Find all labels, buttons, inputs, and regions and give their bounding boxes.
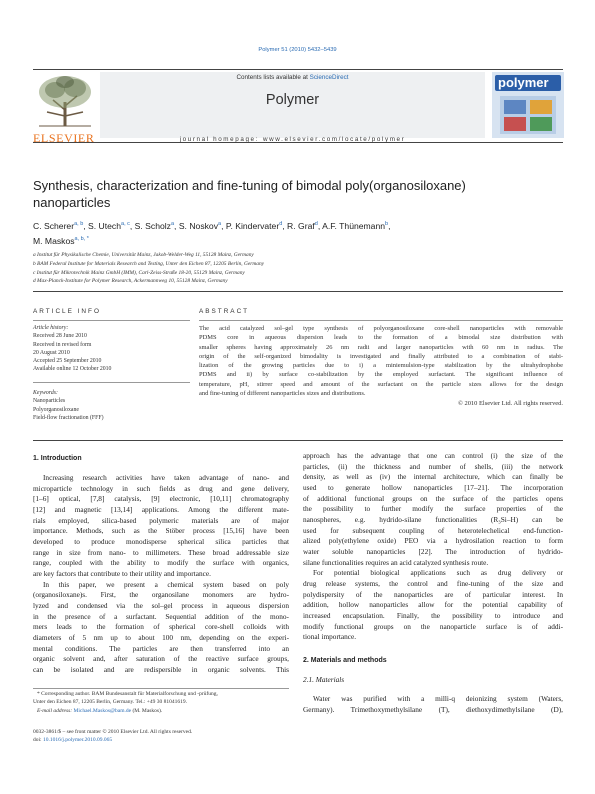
footnote-rule	[33, 688, 289, 689]
author-name: S. Noskov	[178, 220, 218, 231]
keyword-1: Nanoparticles	[33, 398, 66, 405]
email-link[interactable]: Michael.Maskos@bam.de	[73, 707, 132, 714]
abstract-copyright: © 2010 Elsevier Ltd. All rights reserved.	[457, 400, 563, 407]
body-line: tional importance.	[303, 632, 357, 642]
intro-line: diameters of 5 nm up to about 100 nm, depending on the experi-	[33, 632, 289, 642]
body-line: used for subsequent coupling of heterotelechelical end-function-	[303, 525, 563, 535]
intro-line: importance. Methods, such as the Stöber process [15,16] have been	[33, 526, 289, 536]
history-label: Article history:	[33, 325, 69, 331]
affiliations	[33, 251, 553, 286]
affiliation-d: d Max-Planck-Institute for Polymer Research, Ackermannweg 10, 55128 Mainz, Germany	[33, 278, 228, 285]
body-line: silane functionalities requires an acid catalyzed synthesis route.	[303, 557, 489, 567]
body-line: particles, (ii) the thickness and number of shells, (iii) the network	[303, 461, 563, 471]
doi-line	[33, 736, 333, 744]
cover-image-icon	[500, 96, 556, 134]
body-line: polydispersity of the nanoparticles are of particular interest. In	[303, 589, 563, 599]
author-affiliation-marker[interactable]: a, b, *	[74, 235, 89, 242]
author-separator: ,	[388, 220, 391, 231]
author-affiliation-marker[interactable]: b	[385, 221, 389, 227]
abstract-line: PDMS core in aqueous dispersion leads to the formation of a bimodal size distribution with	[199, 334, 563, 342]
materials-line: Water was purified with a milli-q deionizing system (Waters,	[313, 694, 563, 703]
article-history	[33, 324, 190, 374]
homepage-label: journal homepage:	[179, 136, 260, 143]
intro-line: (organosiloxane)s. First, the organosilane monomers are hydro-	[33, 590, 289, 600]
affiliation-c: c Institut für Mikrotechnik Mainz GmbH (IMM), Carl-Zeiss-Straße 18-20, 55129 Mainz, Germany	[33, 269, 245, 276]
abstract-line: and fine-tuning of different nanoparticles sizes and distributions.	[199, 390, 366, 398]
author-name: P. Kindervater	[225, 220, 280, 231]
materials-subheading: 2.1. Materials	[303, 675, 345, 684]
introduction-text	[33, 473, 289, 675]
abstract-line: origin of the self-organized bimodality is investigated and finally attributed to a combination of stabi-	[199, 352, 563, 360]
authors-line-2	[33, 233, 563, 248]
body-line: alized poly(ethylene oxide) PEO via a hydrosilation reaction to form	[303, 536, 563, 546]
right-column-text	[303, 451, 563, 643]
affiliation-b: b BAM Federal Institute for Materials Research and Testing, Unter den Eichen 87, 12205 Berlin, Germany	[33, 260, 265, 267]
author-affiliation-marker[interactable]: a, c	[121, 221, 130, 227]
author-affiliation-marker[interactable]: d	[279, 221, 283, 227]
author-name: S. Scholz	[134, 220, 171, 231]
history-received: Received 28 June 2010	[33, 333, 87, 340]
abstract-body	[199, 324, 563, 398]
footnotes	[33, 690, 291, 715]
keywords-rule	[33, 382, 190, 383]
author-affiliation-marker[interactable]: a, b	[74, 221, 84, 227]
author-list	[33, 218, 563, 248]
intro-line: are key factors that contribute to their utility and importance.	[33, 568, 211, 578]
title-line-2: nanoparticles	[33, 195, 111, 210]
history-accepted: Accepted 25 September 2010	[33, 358, 102, 365]
corresponding-author-note: * Corresponding author. BAM Bundesanstalt für Materialforschung und -prüfung,	[37, 691, 218, 697]
authors-line-1	[33, 218, 563, 233]
journal-title: Polymer	[265, 92, 320, 108]
intro-line: range, coupled with the ability to modify the surface with organics,	[33, 558, 289, 568]
intro-line: microparticle technology in such fields as drug and gene delivery,	[33, 483, 289, 493]
author-affiliation-marker[interactable]: a	[218, 221, 222, 227]
author-separator: ,	[282, 220, 288, 231]
body-line: approach has the advantage that one can control (i) the size of the	[303, 451, 563, 460]
elsevier-tree-icon	[33, 72, 97, 128]
intro-line: can be isolated and are redispersible in organic solvents. This	[33, 664, 289, 674]
affiliation-a: a Institut für Physikalische Chemie, Universität Mainz, Jakob-Welder-Weg 11, 55128 Mainz, Germany	[33, 252, 254, 258]
affiliation-rule	[33, 291, 563, 292]
keywords-label: Keywords:	[33, 390, 58, 396]
intro-line: developed to produce monodisperse spherical silica particles that	[33, 536, 289, 546]
body-line: increased encapsulation. Finally, the possibility to introduce and	[303, 610, 563, 620]
body-line: modify functional groups on the nanoparticle surface is of addi-	[303, 621, 563, 631]
corresponding-author-address: Unter den Eichen 87, 12205 Berlin, Germany. Tel.: +49 30 81041619.	[33, 699, 187, 706]
author-name: R. Graf	[287, 220, 315, 231]
elsevier-logo	[33, 72, 97, 145]
doi-link[interactable]: 10.1016/j.polymer.2010.09.065	[42, 737, 113, 743]
body-line: of additional functional groups on the surface of the particles opens	[303, 493, 563, 503]
body-line: density, as well as (iv) the internal architecture, which can finally be	[303, 472, 563, 482]
body-line: drug release systems, the control and fine-tuning of the size and	[303, 578, 563, 588]
header-top-rule	[33, 69, 563, 70]
author-separator: ,	[317, 220, 323, 231]
intro-line: rials employed, silica-based polymeric materials are of major	[33, 515, 289, 525]
abstract-rule	[199, 320, 563, 321]
issn-line: 0032-3861/$ – see front matter © 2010 Elsevier Ltd. All rights reserved.	[33, 729, 193, 735]
body-line: the possibility to further modify the surface properties of the	[303, 504, 563, 514]
author-name: M. Maskos	[33, 235, 75, 246]
author-separator: ,	[83, 220, 89, 231]
materials-line: Germany). Trimethoxymethylsilane (T), diethoxydimethylsilane (D),	[303, 704, 563, 714]
intro-line: Increasing research activities have taken advantage of nano- and	[43, 473, 289, 482]
abstract-line: PDMS and ii) by surface co-stabilization by the employed surfactant. The significant influence of	[199, 371, 563, 379]
abstract-heading: ABSTRACT	[199, 308, 250, 315]
author-affiliation-marker[interactable]: a	[170, 221, 175, 227]
intro-line: in the presence of a surfactant. Sequential addition of the mono-	[33, 611, 289, 621]
journal-citation[interactable]: Polymer 51 (2010) 5432–5439	[258, 47, 337, 53]
intro-line: range in size from nano- to millimeters. These broad addressable size	[33, 547, 289, 557]
abstract-line: lization of the growing particles due to i) a miniemulsion-type stabilization by the ultrahydrophobe	[199, 362, 563, 370]
body-line: For potential biological applications such as drug delivery or	[313, 568, 563, 578]
abstract-line: The acid catalyzed sol–gel type synthesis of polyorganosiloxane core-shell nanoparticles with removable	[199, 325, 563, 332]
intro-line: mental conditions. The particles are then transferred into an	[33, 643, 289, 653]
front-matter	[33, 728, 333, 744]
article-info-rule	[33, 320, 190, 321]
author-affiliation-marker[interactable]: d	[314, 221, 318, 227]
sciencedirect-link[interactable]: ScienceDirect	[309, 74, 349, 81]
author-separator: ,	[174, 220, 179, 231]
journal-homepage	[100, 128, 485, 146]
intro-line: lyzed and condensed via the sol–gel process in aqueous dispersion	[33, 600, 289, 610]
cover-title: polymer	[498, 75, 549, 90]
intro-line: mers leads to the formation of spherical core-shell colloids with	[33, 622, 289, 632]
history-revised-date: 20 August 2010	[33, 349, 70, 356]
materials-text	[303, 694, 563, 715]
abstract-line: smaller spheres having approximately 26 nm radii and larger nanoparticles with 60 nm in radius. The	[199, 343, 563, 351]
title-line-1: Synthesis, characterization and fine-tuning of bimodal poly(organosiloxane)	[33, 178, 466, 193]
body-line: addition, hollow nanoparticles allow for the potential capability of	[303, 600, 563, 610]
body-line: nanospheres, e.g. hydrido-silane functionalities (R₃Si–H) can be	[303, 514, 563, 524]
abstract-line: temperature, pH, stirrer speed and amount of the surfactant on the particle sizes allows for the design	[199, 380, 563, 388]
contents-line	[100, 74, 485, 81]
history-revised: Received in revised form	[33, 341, 92, 348]
author-separator: ,	[221, 220, 226, 231]
intro-line: [12] and magnetic [13,14] applications. Among the different mate-	[33, 504, 289, 514]
contents-prefix: Contents lists available at	[236, 74, 308, 81]
keyword-2: Polyorganosiloxane	[33, 406, 79, 413]
intro-line: In this paper, we present a chemical system based on poly	[43, 579, 289, 589]
keywords	[33, 389, 190, 422]
publisher-name: ELSEVIER	[33, 131, 95, 145]
homepage-url[interactable]: www.elsevier.com/locate/polymer	[263, 136, 406, 143]
introduction-heading: 1. Introduction	[33, 455, 82, 462]
article-info-heading: ARTICLE INFO	[33, 308, 101, 315]
author-name: S. Utech	[88, 220, 122, 231]
doi-label: doi:	[33, 737, 42, 743]
author-name: A.F. Thünemann	[322, 220, 386, 231]
author-separator: ,	[129, 220, 135, 231]
body-line: water soluble nanoparticles [22]. The introduction of hydrido-	[303, 546, 563, 556]
article-title	[33, 177, 563, 211]
journal-cover	[492, 72, 564, 138]
body-top-rule	[33, 440, 563, 441]
intro-line: [1–6] optical, [7,8] catalysis, [9] electronic, [10,11] chromatography	[33, 494, 289, 504]
materials-methods-heading: 2. Materials and methods	[303, 657, 387, 664]
email-label: E-mail address:	[37, 707, 73, 714]
intro-line: organic solvent and, after saturation of the reactive surface groups,	[33, 654, 289, 664]
email-name: (M. Maskos).	[132, 707, 163, 714]
header-bottom-rule	[33, 142, 563, 143]
keyword-3: Field-flow fractionation (FFF)	[33, 414, 104, 421]
author-name: C. Scherer	[33, 220, 75, 231]
history-online: Available online 12 October 2010	[33, 366, 112, 373]
body-line: used to generate hollow nanoparticles [17–21]. The incorporation	[303, 482, 563, 492]
email-line	[33, 707, 291, 715]
